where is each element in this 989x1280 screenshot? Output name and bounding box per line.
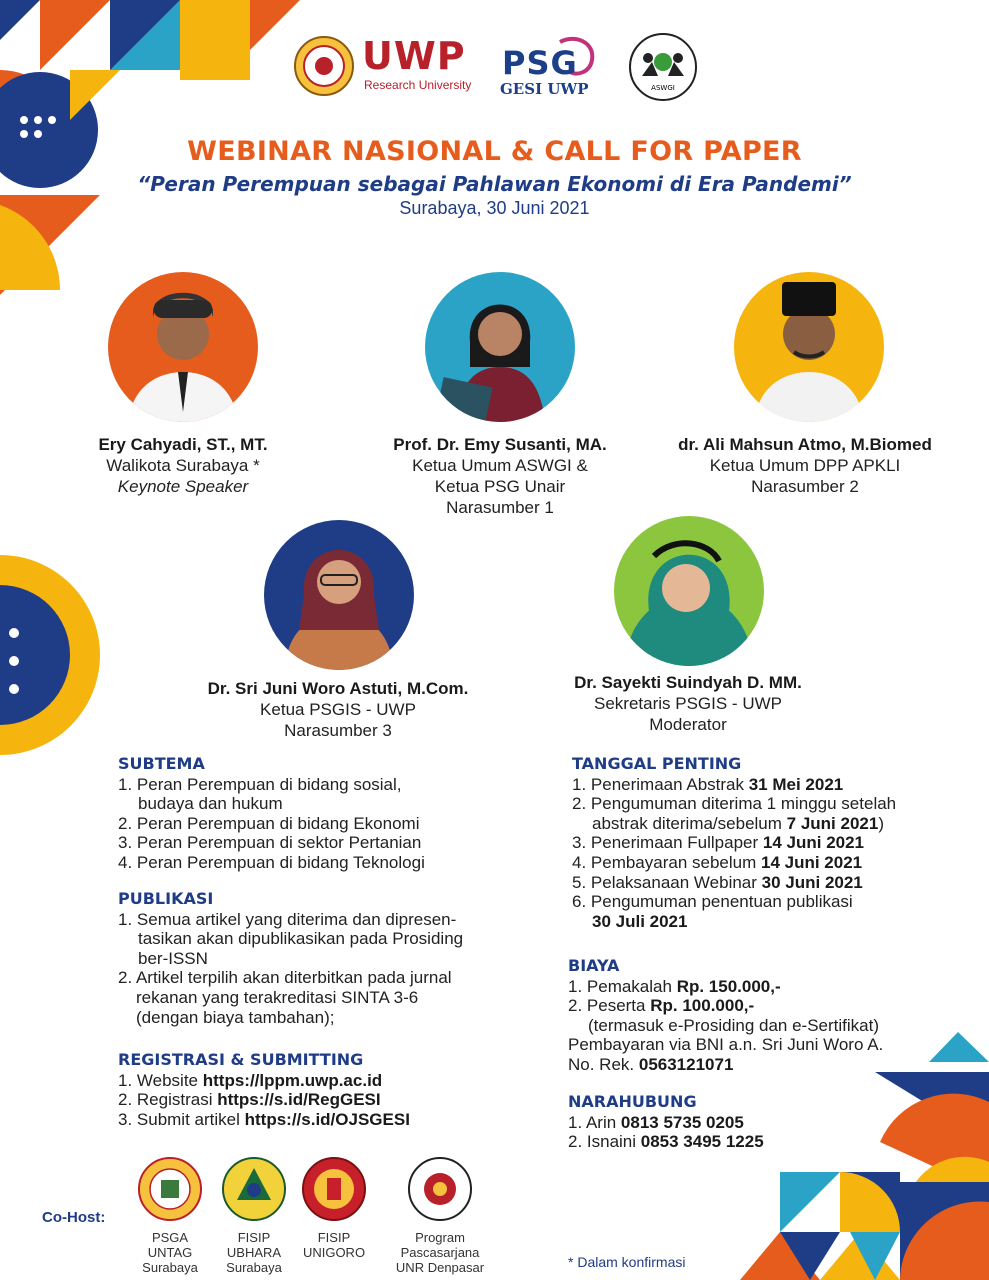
untag-seal-icon [137, 1156, 203, 1222]
page-title: WEBINAR NASIONAL & CALL FOR PAPER [187, 136, 802, 167]
list-item: 2. Pengumuman diterima 1 minggu setelah [572, 794, 897, 814]
list-item: 3. Submit artikel https://s.id/OJSGESI [118, 1109, 410, 1129]
speaker-info-ali [640, 434, 970, 497]
gesi-logo-text: GESI UWP [500, 80, 589, 98]
speaker-name: Prof. Dr. Emy Susanti, MA. [393, 435, 607, 454]
list-item: 2. Artikel terpilih akan diterbitkan pada jurnal [118, 968, 452, 988]
speaker-role-3: Narasumber 1 [446, 498, 554, 517]
speaker-name: Dr. Sri Juni Woro Astuti, M.Com. [207, 679, 469, 698]
list-item: No. Rek. 0563121071 [568, 1054, 734, 1074]
website-link[interactable]: https://lppm.uwp.ac.id [202, 1070, 383, 1090]
tanggal-heading: TANGGAL PENTING [572, 754, 742, 773]
speaker-info-emy [350, 434, 650, 518]
list-item: tasikan akan dipublikasikan pada Prosiding [138, 929, 464, 949]
cohost-label: Co-Host: [42, 1209, 106, 1226]
speaker-photo-sri [264, 520, 414, 670]
biaya-section [568, 956, 948, 1075]
list-item: 3. Penerimaan Fullpaper 14 Juni 2021 [572, 833, 865, 853]
list-item: (termasuk e-Prosiding dan e-Sertifikat) [588, 1015, 880, 1035]
list-item: 2. Isnaini 0853 3495 1225 [568, 1132, 764, 1152]
list-item: 1. Penerimaan Abstrak 31 Mei 2021 [572, 774, 844, 794]
list-item: 4. Peran Perempuan di bidang Teknologi [118, 852, 425, 872]
speaker-photo-ery [108, 272, 258, 422]
speaker-role-2: Narasumber 3 [284, 721, 392, 740]
list-item: 1. Peran Perempuan di bidang sosial, [118, 774, 402, 794]
tanggal-section [572, 754, 972, 931]
event-date: Surabaya, 30 Juni 2021 [399, 198, 590, 218]
list-item: 5. Pelaksanaan Webinar 30 Juni 2021 [572, 872, 863, 892]
speaker-role: Ketua Umum DPP APKLI [709, 456, 901, 475]
list-item: 1. Pemakalah Rp. 150.000,- [568, 976, 781, 996]
list-item: 3. Peran Perempuan di sektor Pertanian [118, 833, 422, 853]
cohost-ubhara: FISIP UBHARA Surabaya [204, 1156, 304, 1275]
speaker-info-sayekti [538, 672, 838, 735]
list-item: budaya dan hukum [138, 794, 283, 814]
subtema-section [118, 754, 538, 873]
list-item: 1. Semua artikel yang diterima dan dipresen- [118, 909, 457, 929]
uwp-seal-icon [294, 36, 354, 96]
header-logos [288, 30, 708, 110]
cohost-untag: PSGA UNTAG Surabaya [120, 1156, 220, 1275]
unr-seal-icon [407, 1156, 473, 1222]
list-item: rekanan yang terakreditasi SINTA 3-6 [136, 987, 419, 1007]
speaker-info-ery [40, 434, 326, 497]
list-item: 30 Juli 2021 [592, 911, 688, 931]
speaker-name: dr. Ali Mahsun Atmo, M.Biomed [678, 435, 932, 454]
webinar-theme: “Peran Perempuan sebagai Pahlawan Ekonomi di Era Pandemi” [137, 172, 852, 196]
unigoro-seal-icon [301, 1156, 367, 1222]
list-item: abstrak diterima/sebelum 7 Juni 2021) [592, 813, 884, 833]
publikasi-section [118, 889, 548, 1027]
list-item: 6. Pengumuman penentuan publikasi [572, 892, 853, 912]
speaker-role: Ketua PSGIS - UWP [260, 700, 416, 719]
narahubung-heading: NARAHUBUNG [568, 1092, 697, 1111]
speaker-role-2: Moderator [649, 715, 727, 734]
list-item: 2. Peran Perempuan di bidang Ekonomi [118, 813, 420, 833]
uwp-logo-text: UWP [362, 34, 466, 78]
biaya-heading: BIAYA [568, 956, 620, 975]
list-item: Pembayaran via BNI a.n. Sri Juni Woro A. [568, 1035, 884, 1055]
speaker-photo-emy [425, 272, 575, 422]
speaker-photo-sayekti [614, 516, 764, 666]
publikasi-heading: PUBLIKASI [118, 889, 214, 908]
speaker-role: Sekretaris PSGIS - UWP [594, 694, 782, 713]
speaker-role: Ketua Umum ASWGI & [412, 456, 588, 475]
speaker-role-2: Keynote Speaker [117, 477, 249, 496]
speaker-role: Walikota Surabaya * [106, 456, 260, 475]
speaker-photo-ali [734, 272, 884, 422]
footnote: * Dalam konfirmasi [568, 1254, 686, 1270]
speaker-info-sri [168, 678, 508, 741]
cohost-unigoro: FISIP UNIGORO [284, 1156, 384, 1260]
speaker-name: Ery Cahyadi, ST., MT. [98, 435, 268, 454]
registration-link[interactable]: https://s.id/RegGESI [217, 1090, 381, 1110]
speaker-role-2: Ketua PSG Unair [434, 477, 566, 496]
registrasi-heading: REGISTRASI & SUBMITTING [118, 1050, 364, 1069]
svg-text:ASWGI: ASWGI [651, 84, 675, 92]
speaker-name: Dr. Sayekti Suindyah D. MM. [574, 673, 802, 692]
list-item: ber-ISSN [138, 948, 208, 968]
list-item: 2. Peserta Rp. 100.000,- [568, 996, 755, 1016]
uwp-logo-subtext: Research University [364, 78, 472, 92]
subtema-heading: SUBTEMA [118, 754, 205, 773]
ubhara-seal-icon [221, 1156, 287, 1222]
list-item: 2. Registrasi https://s.id/RegGESI [118, 1090, 381, 1110]
narahubung-section [568, 1092, 868, 1152]
submit-link[interactable]: https://s.id/OJSGESI [244, 1109, 410, 1129]
list-item: 4. Pembayaran sebelum 14 Juni 2021 [572, 852, 863, 872]
list-item: 1. Arin 0813 5735 0205 [568, 1112, 744, 1132]
cohost-unr: Program Pascasarjana UNR Denpasar [388, 1156, 492, 1275]
list-item: 1. Website https://lppm.uwp.ac.id [118, 1070, 383, 1090]
left-middle-circle-decoration [0, 555, 110, 755]
list-item: (dengan biaya tambahan); [136, 1007, 335, 1027]
aswgi-seal-icon [628, 32, 698, 102]
psg-logo-text: PSG [502, 44, 578, 82]
registrasi-section [118, 1050, 548, 1129]
speaker-role-2: Narasumber 2 [751, 477, 859, 496]
